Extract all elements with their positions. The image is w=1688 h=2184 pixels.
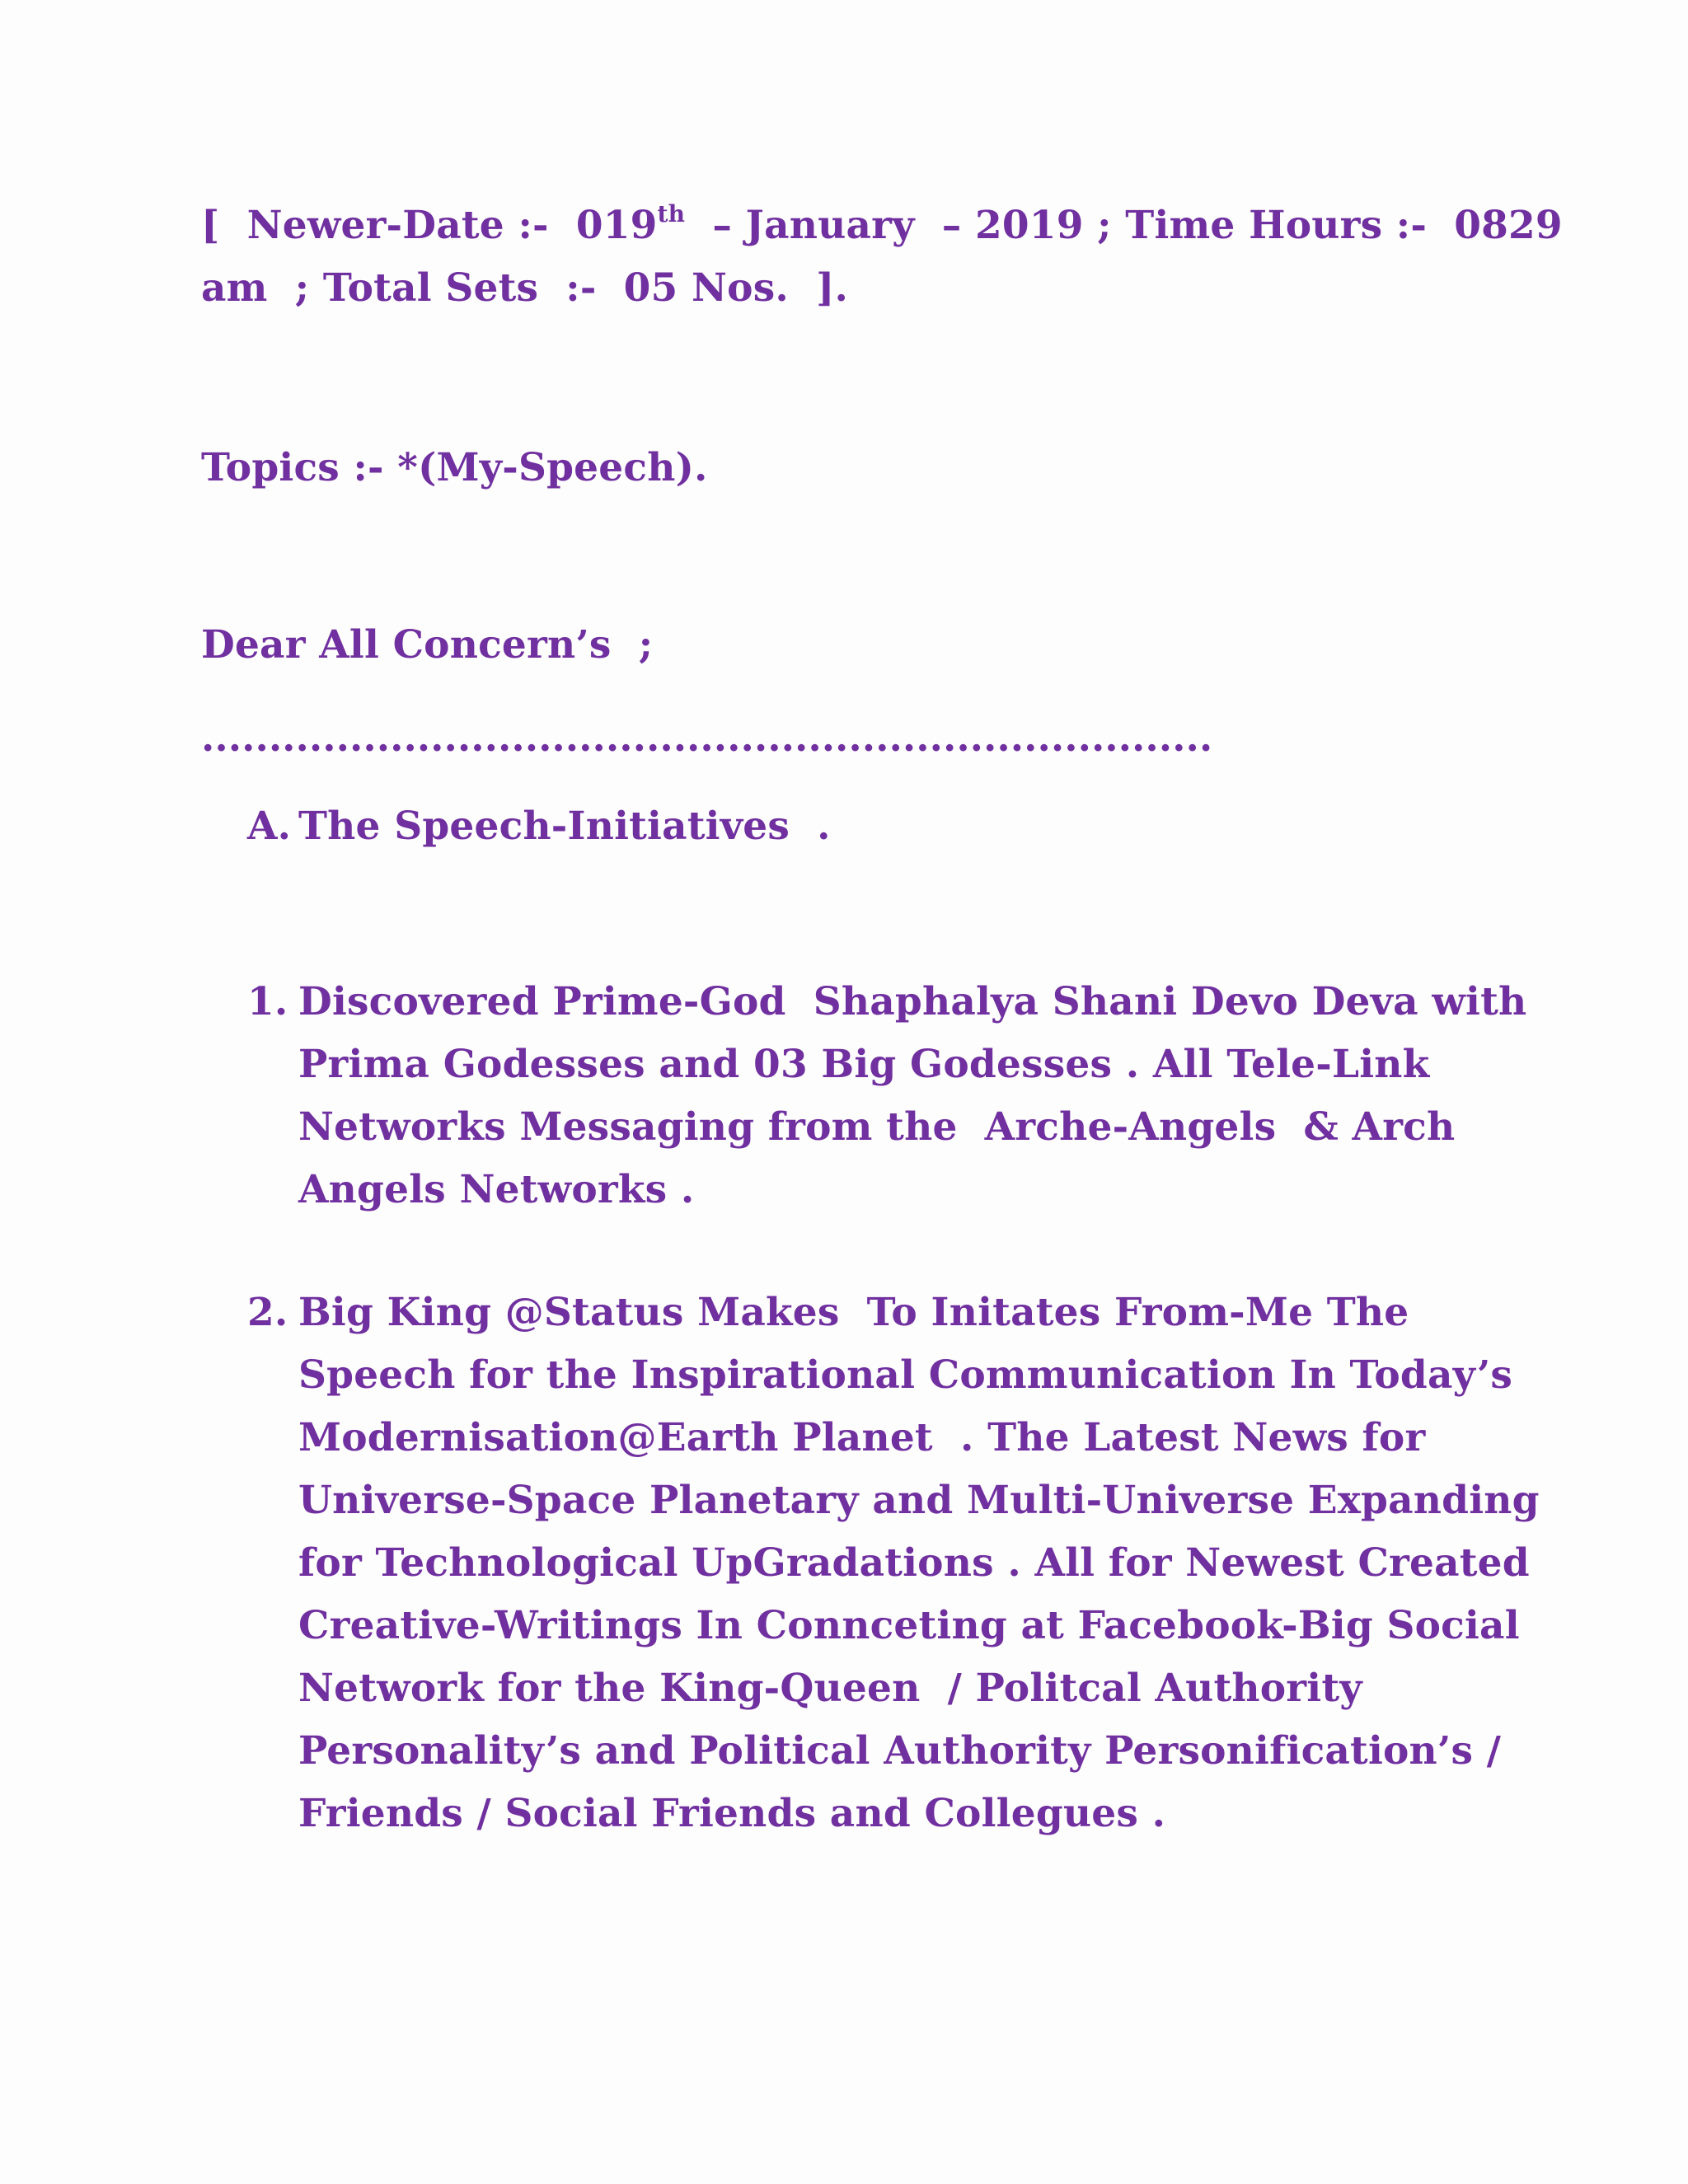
list-item-2: [247, 1282, 1540, 1845]
section-title: The Speech-Initiatives .: [298, 804, 831, 849]
list-item-body: [298, 1282, 1540, 1845]
list-item-line: Network for the King-Queen / Politcal Authority: [298, 1666, 1362, 1711]
list-item-line: Networks Messaging from the Arche-Angels & Arch: [298, 1104, 1456, 1150]
list-item-line: Creative-Writings In Connceting at Facebook-Big Social: [298, 1603, 1520, 1648]
list-item-number: 2.: [247, 1290, 288, 1335]
numbered-list-item: [247, 1282, 1540, 1845]
dotted-separator: ...........................................................................: [201, 715, 1213, 761]
list-item-line: Prima Godesses and 03 Big Godesses . All Tele-Link: [298, 1042, 1430, 1087]
header-date-suffix: – January – 2019 ; Time Hours :- 0829: [685, 203, 1563, 248]
list-item-number: 1.: [247, 979, 288, 1024]
list-item-line: Discovered Prime-God Shaphalya Shani Devo Deva with: [298, 979, 1527, 1024]
section-heading: [247, 795, 831, 858]
list-item-line: Friends / Social Friends and Collegues .: [298, 1791, 1166, 1836]
numbered-list-item: [247, 971, 1527, 1221]
header-date-prefix: [ Newer-Date :- 019: [201, 203, 658, 248]
topics-heading: Topics :- *(My-Speech).: [201, 445, 708, 490]
section-marker: A.: [247, 804, 292, 849]
list-item-line: Big King @Status Makes To Initates From-Me The: [298, 1290, 1409, 1335]
list-item-line: Angels Networks .: [298, 1167, 695, 1212]
header-block: [201, 194, 1563, 320]
header-line-1: [201, 194, 1563, 257]
header-date-ordinal: th: [657, 200, 686, 227]
salutation: Dear All Concern’s ;: [201, 622, 654, 668]
list-item-line: Speech for the Inspirational Communication In Today’s: [298, 1352, 1513, 1398]
list-item-line: Universe-Space Planetary and Multi-Universe Expanding: [298, 1478, 1540, 1523]
header-line-2: am ; Total Sets :- 05 Nos. ].: [201, 265, 849, 311]
list-item-line: Modernisation@Earth Planet . The Latest News for: [298, 1415, 1426, 1460]
list-item-body: [298, 971, 1526, 1221]
list-item-1: [247, 971, 1527, 1221]
list-item-line: Personality’s and Political Authority Personification’s /: [298, 1728, 1502, 1774]
list-item-line: for Technological UpGradations . All for Newest Created: [298, 1540, 1530, 1586]
